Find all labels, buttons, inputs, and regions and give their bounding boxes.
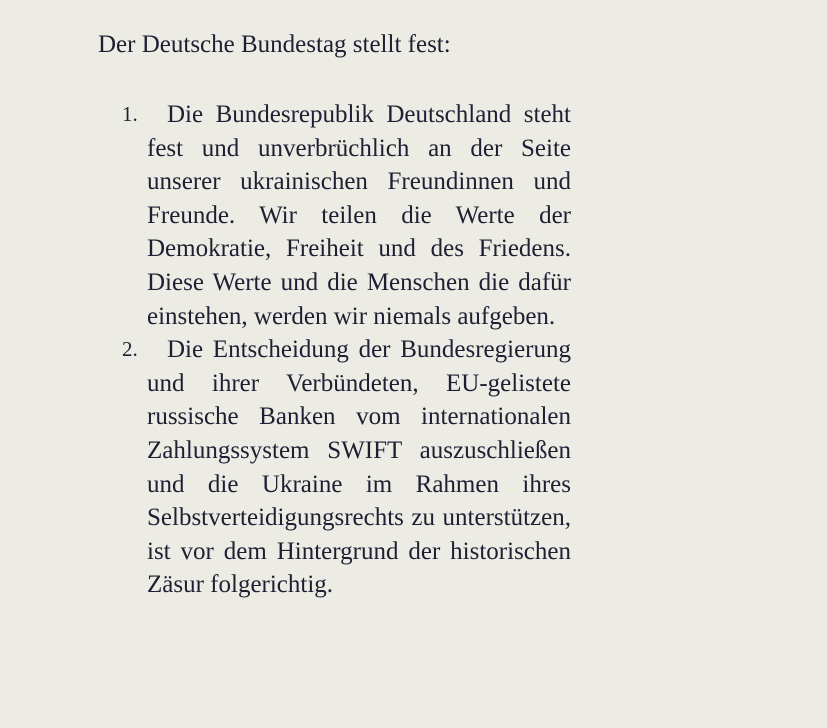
list-item-number: 1. (122, 102, 138, 126)
list-item (0, 98, 827, 333)
list-item-text: Die Entscheidung der Bundesregierung und ihrer Verbündeten, EU-gelistete russische Banken vom internationalen Zahlungssystem SWIFT auszuschließen und die Ukraine im Rahmen ihres Selbstverteidigungsrechts zu unterstützen, ist vor dem Hintergrund der historischen Zäsur folgerichtig. (147, 336, 571, 599)
list-item (0, 333, 827, 602)
intro-sentence: Der Deutsche Bundestag stellt fest: (98, 31, 451, 58)
list-item-text: Die Bundesrepublik Deutschland steht fest und unverbrüchlich an der Seite unserer ukrainischen Freundinnen und Freunde. Wir teilen die Werte der Demokratie, Freiheit und des Friedens. Diese Werte und die Menschen die dafür einstehen, werden wir niemals aufgeben. (147, 101, 571, 330)
list-item-number: 2. (122, 337, 138, 362)
numbered-list (0, 98, 827, 602)
